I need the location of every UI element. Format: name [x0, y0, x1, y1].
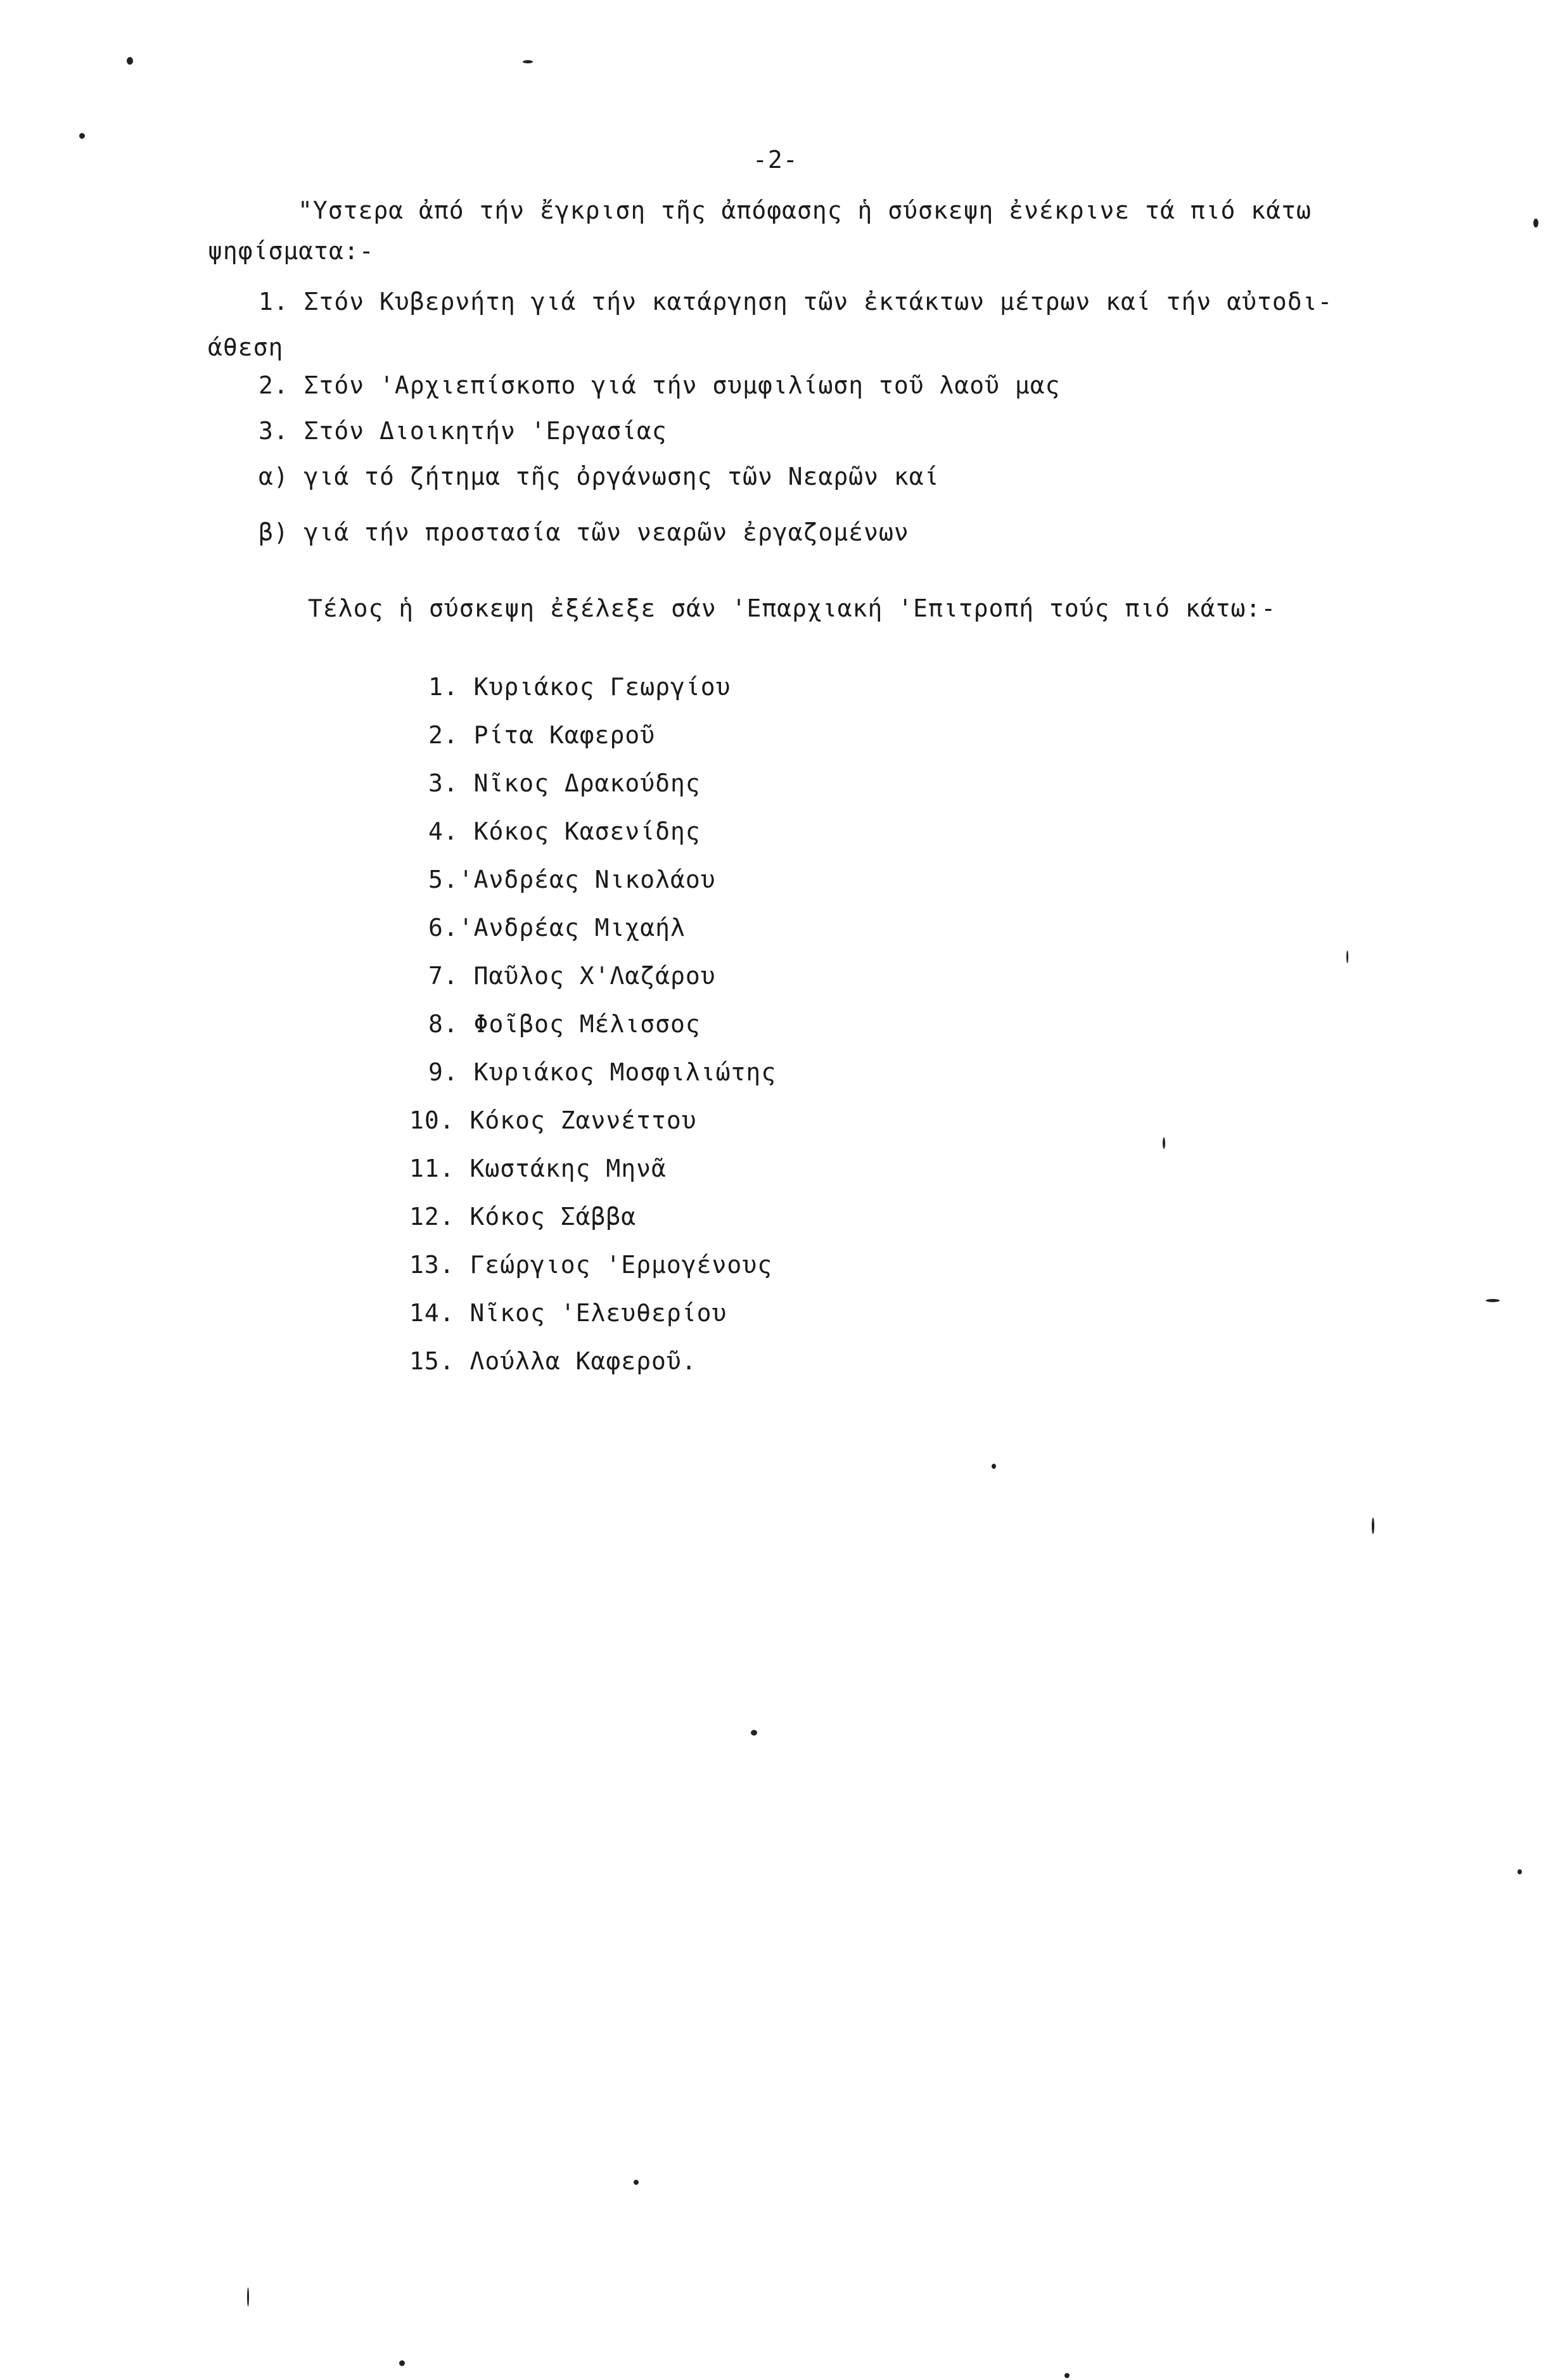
member-item: 5.'Ανδρέας Νικολάου — [428, 866, 716, 893]
intro-line-1: "Υστερα ἀπό τήν ἔγκριση τῆς ἀπόφασης ἡ σύσκεψη ἐνέκρινε τά πιό κάτω — [298, 196, 1312, 224]
resolution-1: 1. Στόν Κυβερνήτη γιά τήν κατάργηση τῶν ἐκτάκτων μέτρων καί τήν αὐτοδι- — [259, 288, 1333, 316]
resolution-3a: α) γιά τό ζήτημα τῆς ὀργάνωσης τῶν Νεαρῶν καί — [259, 463, 940, 490]
member-item: 9. Κυριάκος Μοσφιλιώτης — [428, 1058, 777, 1086]
scan-speck — [634, 2180, 639, 2185]
scan-speck — [1346, 950, 1348, 963]
member-item: 6.'Ανδρέας Μιχαήλ — [428, 914, 686, 942]
member-item: 10. Κόκος Ζαννέττου — [409, 1106, 697, 1134]
member-item: 11. Κωστάκης Μηνᾶ — [409, 1155, 667, 1182]
scan-speck — [1533, 219, 1538, 227]
member-item: 7. Παῦλος Χ'Λαζάρου — [428, 962, 716, 990]
intro-line-2: ψηφίσματα:- — [208, 237, 374, 265]
member-item: 12. Κόκος Σάββα — [409, 1203, 637, 1231]
member-item: 13. Γεώργιος 'Ερμογένους — [409, 1251, 773, 1279]
scan-speck — [751, 1730, 757, 1736]
scan-speck — [1372, 1518, 1374, 1534]
resolution-2: 2. Στόν 'Αρχιεπίσκοπο γιά τήν συμφιλίωση τοῦ λαοῦ μας — [259, 371, 1061, 399]
member-item: 2. Ρίτα Καφεροῦ — [428, 721, 656, 749]
member-item: 8. Φοῖβος Μέλισσος — [428, 1010, 701, 1038]
scan-speck — [1486, 1299, 1500, 1302]
scan-speck — [127, 57, 133, 65]
resolution-1-continuation: άθεση — [208, 333, 284, 361]
member-item: 4. Κόκος Κασενίδης — [428, 817, 701, 845]
scan-speck — [523, 60, 533, 63]
resolution-3: 3. Στόν Διοικητήν 'Εργασίας — [259, 417, 667, 445]
resolution-3b: β) γιά τήν προστασία τῶν νεαρῶν ἐργαζομένων — [259, 518, 909, 546]
scan-speck — [399, 2360, 405, 2366]
member-item: 3. Νῖκος Δρακούδης — [428, 769, 701, 797]
scan-speck — [992, 1464, 996, 1469]
committee-intro: Τέλος ἡ σύσκεψη ἐξέλεξε σάν 'Επαρχιακή 'Επιτροπή τούς πιό κάτω:- — [308, 594, 1277, 622]
scan-speck — [1517, 1869, 1522, 1874]
member-item: 1. Κυριάκος Γεωργίου — [428, 673, 731, 701]
scan-speck — [1064, 2373, 1070, 2378]
member-item: 14. Νῖκος 'Ελευθερίου — [409, 1299, 727, 1327]
scan-speck — [1163, 1137, 1165, 1149]
page-number: -2- — [753, 146, 798, 174]
scan-speck — [247, 2287, 249, 2306]
member-item: 15. Λούλλα Καφεροῦ. — [409, 1347, 697, 1375]
scan-speck — [79, 133, 85, 139]
